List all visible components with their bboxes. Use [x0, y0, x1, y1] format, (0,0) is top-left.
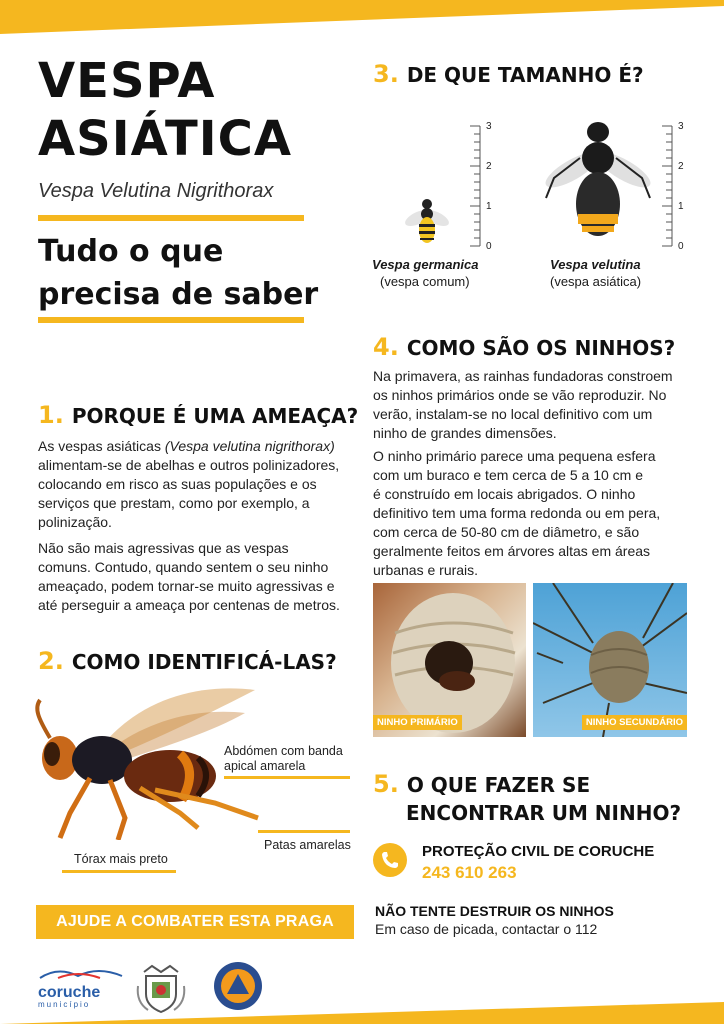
- label-thorax: Tórax mais preto: [74, 852, 168, 866]
- top-accent-stripe: [0, 0, 724, 34]
- coruche-bridge-icon: [38, 966, 124, 980]
- warning-text: NÃO TENTE DESTRUIR OS NINHOS: [375, 903, 614, 919]
- section4-heading: 4. COMO SÃO OS NINHOS?: [373, 333, 676, 361]
- secondary-nest-photo: [533, 583, 687, 737]
- section1-heading: 1. PORQUE É UMA AMEAÇA?: [38, 401, 359, 429]
- wasp2-name: Vespa velutina: [550, 257, 641, 272]
- scale-right-tick-2: 2: [678, 161, 684, 172]
- primary-nest-photo: [373, 583, 526, 737]
- phone-glyph: [380, 850, 400, 870]
- scale-right-tick-3: 3: [678, 121, 684, 132]
- section5-heading: 5. O QUE FAZER SE ENCONTRAR UM NINHO?: [373, 770, 682, 825]
- primary-nest-caption: NINHO PRIMÁRIO: [373, 715, 462, 730]
- civil-protection-phone[interactable]: 243 610 263: [422, 863, 517, 882]
- fight-pest-banner: AJUDE A COMBATER ESTA PRAGA: [36, 905, 354, 939]
- section4-paragraph2: O ninho primário parece uma pequena esfera com um buraco e tem cerca de 5 a 10 cm e é construído em locais abrigados. O ninho definitivo tem uma forma redonda ou em pera, com cerca de 50-80 cm de diâmetro, e são geralmente feitos em árvores altas em áreas urbanas e rurais.: [373, 448, 661, 578]
- scale-right-tick-0: 0: [678, 241, 684, 252]
- wasp1-name: Vespa germanica: [372, 257, 479, 272]
- section3-heading: 3. DE QUE TAMANHO É?: [373, 60, 644, 88]
- secondary-nest-caption: NINHO SECUNDÁRIO: [582, 715, 687, 730]
- municipal-coat-of-arms-icon: [134, 962, 188, 1014]
- scale-left-tick-2: 2: [486, 161, 492, 172]
- civil-protection-emblem-icon: [212, 960, 264, 1012]
- page-subtitle: Tudo o que precisa de saber: [38, 234, 319, 312]
- wasp2-common-name: (vespa asiática): [550, 274, 642, 289]
- scale-left-tick-0: 0: [486, 241, 492, 252]
- section2-heading: 2. COMO IDENTIFICÁ-LAS?: [38, 647, 337, 675]
- scale-right-tick-1: 1: [678, 201, 684, 212]
- size-scale-left: [458, 120, 498, 252]
- scientific-name: Vespa Velutina Nigrithorax: [38, 180, 274, 202]
- section4-paragraph1: Na primavera, as rainhas fundadoras constroem os ninhos primários onde se vão reproduzir. No verão, instalam-se no local definitivo com um ninho de grandes dimensões.: [373, 368, 673, 441]
- coruche-logo-text: coruche: [38, 984, 101, 1001]
- size-scale-right: [650, 120, 690, 252]
- coruche-logo: [38, 966, 124, 1010]
- section1-paragraph2: Não são mais agressivas que as vespas comuns. Contudo, quando sentem o seu ninho ameaçado, podem tornar-se muito agressivas e até perseguir a ameaça por centenas de metros.: [38, 540, 340, 613]
- bite-advice-text: Em caso de picada, contactar o 112: [375, 921, 598, 937]
- wasp1-common-name: (vespa comum): [380, 274, 470, 289]
- asian-hornet-scale-illustration: [540, 118, 656, 252]
- coruche-logo-subtext: município: [38, 1000, 91, 1009]
- label-abdomen-underline: [224, 776, 350, 779]
- primary-nest-image: [373, 583, 526, 737]
- common-wasp-illustration: [402, 194, 452, 250]
- label-legs: Patas amarelas: [264, 838, 351, 852]
- scale-left-tick-3: 3: [486, 121, 492, 132]
- label-abdomen: Abdómen com banda apical amarela: [224, 744, 343, 773]
- scale-left-tick-1: 1: [486, 201, 492, 212]
- civil-protection-name: PROTEÇÃO CIVIL DE CORUCHE: [422, 843, 655, 860]
- label-legs-underline: [258, 830, 350, 833]
- label-thorax-underline: [62, 870, 176, 873]
- secondary-nest-image: [533, 583, 687, 737]
- section1-paragraph1: As vespas asiáticas (Vespa velutina nigrithorax) alimentam-se de abelhas e outros polinizadores, colocando em risco as suas populações e os serviços que prestam, como por exemplo, a polinização.: [38, 438, 340, 530]
- page-title: VESPA ASIÁTICA: [38, 53, 292, 167]
- title-underline: [38, 215, 304, 221]
- phone-icon: [373, 843, 407, 877]
- subtitle-underline: [38, 317, 304, 323]
